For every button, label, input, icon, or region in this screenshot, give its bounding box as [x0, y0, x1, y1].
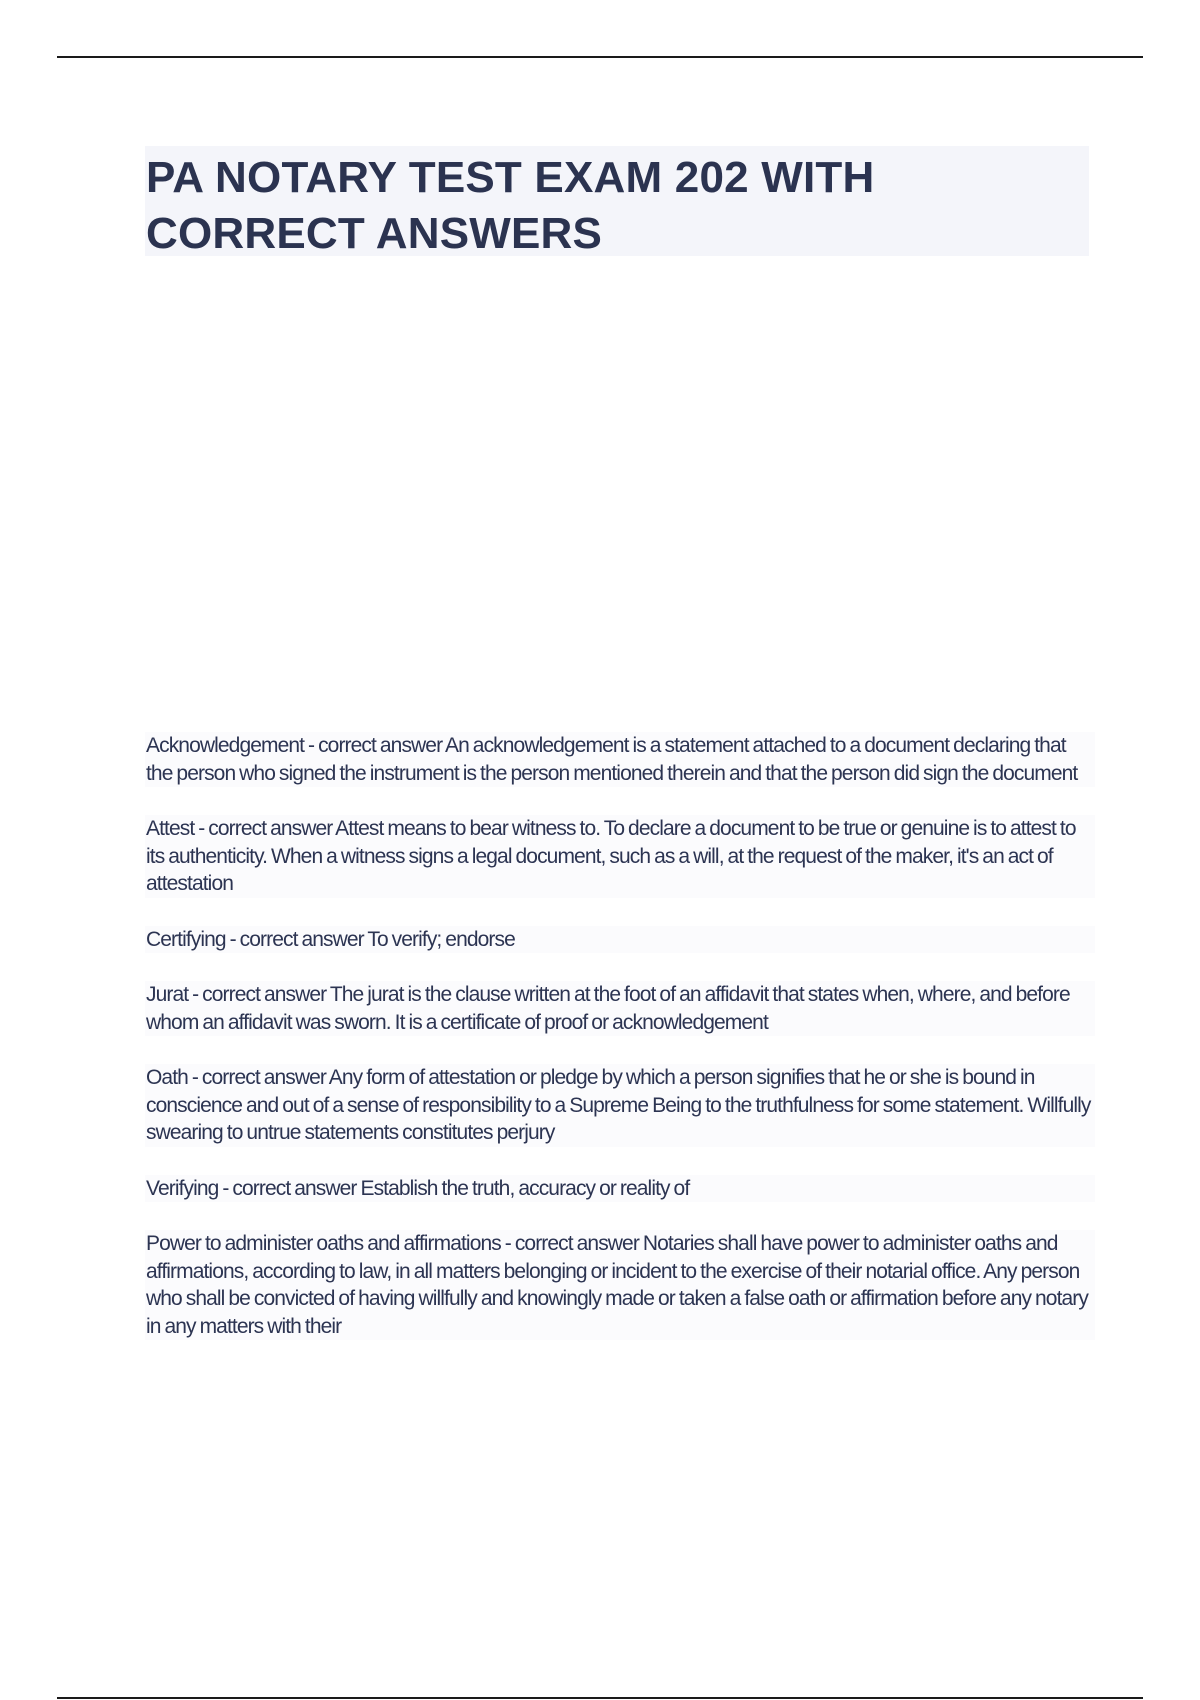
- entry-answer: To verify; endorse: [367, 927, 515, 951]
- qa-entry-certifying: [145, 926, 1095, 954]
- entry-term: Jurat: [146, 983, 189, 1006]
- qa-entry-jurat: [145, 981, 1095, 1036]
- qa-entry-attest: [145, 815, 1095, 898]
- qa-entry-oath: [145, 1064, 1095, 1147]
- entry-term: Verifying: [146, 1176, 219, 1200]
- entry-answer: Establish the truth, accuracy or reality of: [360, 1176, 690, 1200]
- qa-entry-acknowledgement: [145, 732, 1095, 787]
- entry-separator: - correct answer: [225, 927, 368, 951]
- entry-answer: Any form of attestation or pledge by which a person signifies that he or she is bound in conscience and out of a sense of responsibility to a Supreme Being to the truthfulness for some statement. Willfully swearing to untrue statements constitutes perjury: [146, 1066, 1091, 1144]
- entry-separator: - correct answer: [500, 1232, 643, 1255]
- top-rule: [57, 56, 1143, 58]
- entry-separator: - correct answer: [187, 1066, 329, 1089]
- entry-separator: - correct answer: [194, 817, 336, 840]
- entry-separator: - correct answer: [304, 734, 445, 757]
- entry-answer: The jurat is the clause written at the foot of an affidavit that states when, where, and before whom an affidavit was sworn. It is a certificate of proof or acknowledgement: [146, 983, 1070, 1034]
- qa-list: [145, 732, 1095, 1368]
- entry-answer: Attest means to bear witness to. To declare a document to be true or genuine is to attest to its authenticity. When a witness signs a legal document, such as a will, at the request of the maker, it's an act of attestation: [146, 817, 1076, 895]
- entry-term: Attest: [146, 817, 195, 840]
- qa-entry-power-to-administer: [145, 1230, 1095, 1340]
- bottom-rule: [57, 1697, 1143, 1699]
- entry-term: Power to administer oaths and affirmations: [146, 1232, 501, 1255]
- entry-answer: Notaries shall have power to administer oaths and affirmations, according to law, in all matters belonging or incident to the exercise of their notarial office. Any person who shall be convicted of having willfully and knowingly made or taken a false oath or affirmation before any notary in any matters with their: [146, 1232, 1088, 1338]
- document-title: PA NOTARY TEST EXAM 202 WITH CORRECT ANSWERS: [146, 153, 875, 258]
- entry-separator: - correct answer: [218, 1176, 361, 1200]
- entry-separator: - correct answer: [188, 983, 330, 1006]
- entry-term: Acknowledgement: [146, 734, 305, 757]
- entry-term: Certifying: [146, 927, 226, 951]
- qa-entry-verifying: [145, 1175, 1095, 1203]
- entry-term: Oath: [146, 1066, 188, 1089]
- title-banner: [145, 146, 1089, 256]
- entry-answer: An acknowledgement is a statement attached to a document declaring that the person who signed the instrument is the person mentioned therein and that the person did sign the document: [146, 734, 1078, 785]
